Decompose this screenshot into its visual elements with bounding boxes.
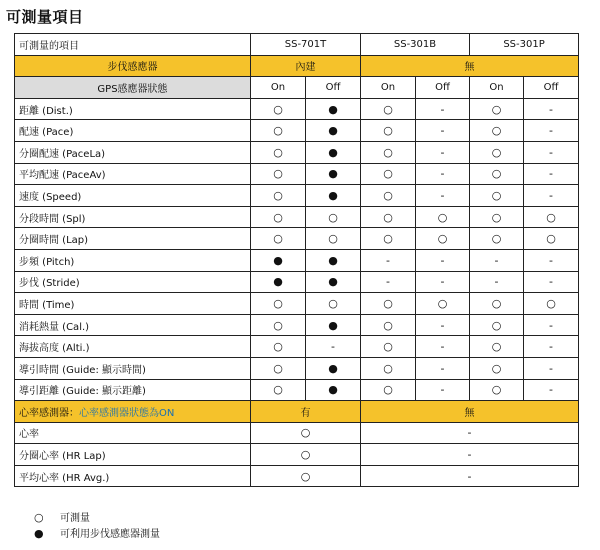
row-cell: - xyxy=(524,336,579,358)
table-row xyxy=(15,249,579,271)
row-cell: ○ xyxy=(470,357,524,379)
row-cell: - xyxy=(306,336,361,358)
row-cell: ○ xyxy=(416,293,470,315)
row-cell: - xyxy=(416,185,470,207)
row-cell: ○ xyxy=(470,228,524,250)
row-cell: - xyxy=(416,120,470,142)
row-cell: ○ xyxy=(470,379,524,401)
table-row xyxy=(15,185,579,207)
hr-row-label: 心率 xyxy=(15,422,251,444)
row-cell: ○ xyxy=(470,206,524,228)
row-cell: ○ xyxy=(306,206,361,228)
row-cell: ○ xyxy=(251,379,306,401)
row-label: 距離 (Dist.) xyxy=(15,98,251,120)
gps-off: Off xyxy=(524,77,579,99)
legend-item xyxy=(34,509,90,524)
row-cell: ○ xyxy=(361,293,416,315)
gps-off: Off xyxy=(416,77,470,99)
hr-sensor-row xyxy=(15,401,579,423)
measurement-table xyxy=(14,33,579,487)
row-label: 海拔高度 (Alti.) xyxy=(15,336,251,358)
row-cell: - xyxy=(416,98,470,120)
row-cell: ○ xyxy=(470,293,524,315)
gps-off: Off xyxy=(306,77,361,99)
stride-sensor-ss701t: 內建 xyxy=(251,55,361,77)
row-cell: ● xyxy=(306,379,361,401)
row-cell: - xyxy=(361,249,416,271)
row-label: 時間 (Time) xyxy=(15,293,251,315)
row-cell: ○ xyxy=(306,228,361,250)
row-cell: ○ xyxy=(251,357,306,379)
row-label: 步伐 (Stride) xyxy=(15,271,251,293)
row-cell: ○ xyxy=(470,98,524,120)
row-label: 分段時間 (Spl) xyxy=(15,206,251,228)
row-label: 分圈配速 (PaceLa) xyxy=(15,141,251,163)
row-cell: - xyxy=(416,357,470,379)
table-row xyxy=(15,314,579,336)
legend-text: 可利用步伐感應器測量 xyxy=(60,529,160,540)
hr-row-ss301: - xyxy=(361,444,579,466)
row-cell: ○ xyxy=(470,141,524,163)
hr-sensor-label xyxy=(15,401,251,423)
row-cell: ● xyxy=(306,249,361,271)
row-cell: ○ xyxy=(251,120,306,142)
row-cell: - xyxy=(416,141,470,163)
row-cell: - xyxy=(524,163,579,185)
hr-row xyxy=(15,422,579,444)
table-row xyxy=(15,228,579,250)
row-cell: ● xyxy=(251,271,306,293)
row-cell: - xyxy=(416,249,470,271)
row-cell: ○ xyxy=(524,293,579,315)
row-cell: - xyxy=(524,98,579,120)
header-ss701t: SS-701T xyxy=(251,34,361,56)
legend-symbol: ○ xyxy=(34,511,44,524)
gps-status-label: GPS感應器狀態 xyxy=(15,77,251,99)
row-cell: ○ xyxy=(470,336,524,358)
table-row xyxy=(15,163,579,185)
hr-sensor-ss301: 無 xyxy=(361,401,579,423)
row-cell: ○ xyxy=(361,185,416,207)
row-cell: ○ xyxy=(361,163,416,185)
row-cell: ● xyxy=(251,249,306,271)
row-cell: - xyxy=(524,141,579,163)
row-label: 速度 (Speed) xyxy=(15,185,251,207)
row-cell: ○ xyxy=(524,228,579,250)
row-cell: ● xyxy=(306,185,361,207)
legend-symbol: ● xyxy=(34,527,44,540)
row-cell: - xyxy=(416,271,470,293)
hr-row xyxy=(15,444,579,466)
hr-sensor-status: 心率感測器狀態為ON xyxy=(79,407,175,419)
header-item: 可測量的項目 xyxy=(15,34,251,56)
row-label: 分圈時間 (Lap) xyxy=(15,228,251,250)
table-row xyxy=(15,141,579,163)
row-cell: ● xyxy=(306,98,361,120)
hr-row xyxy=(15,465,579,487)
row-cell: ○ xyxy=(524,206,579,228)
row-cell: ○ xyxy=(361,120,416,142)
row-cell: - xyxy=(524,314,579,336)
row-label: 導引距離 (Guide: 顯示距離) xyxy=(15,379,251,401)
row-cell: ○ xyxy=(416,228,470,250)
table-row xyxy=(15,336,579,358)
table-row xyxy=(15,357,579,379)
gps-on: On xyxy=(251,77,306,99)
hr-row-ss301: - xyxy=(361,465,579,487)
page-title: 可測量項目 xyxy=(6,8,84,26)
row-cell: ○ xyxy=(470,163,524,185)
gps-on: On xyxy=(361,77,416,99)
row-cell: ○ xyxy=(470,120,524,142)
row-cell: ○ xyxy=(251,98,306,120)
row-cell: ○ xyxy=(361,228,416,250)
row-cell: ○ xyxy=(251,185,306,207)
row-cell: ● xyxy=(306,271,361,293)
row-label: 配速 (Pace) xyxy=(15,120,251,142)
row-cell: - xyxy=(524,271,579,293)
row-cell: ○ xyxy=(470,185,524,207)
row-cell: ○ xyxy=(251,141,306,163)
row-cell: ○ xyxy=(361,357,416,379)
row-cell: - xyxy=(524,120,579,142)
table-row xyxy=(15,293,579,315)
table-row xyxy=(15,379,579,401)
gps-on: On xyxy=(470,77,524,99)
stride-sensor-label: 步伐感應器 xyxy=(15,55,251,77)
gps-status-row xyxy=(15,77,579,99)
row-label: 導引時間 (Guide: 顯示時間) xyxy=(15,357,251,379)
row-cell: ● xyxy=(306,120,361,142)
hr-sensor-prefix: 心率感測器： xyxy=(19,407,79,419)
row-cell: ○ xyxy=(251,314,306,336)
row-cell: - xyxy=(416,379,470,401)
legend-item xyxy=(34,525,160,540)
hr-row-ss701t: ○ xyxy=(251,422,361,444)
table-row xyxy=(15,120,579,142)
hr-row-label: 平均心率 (HR Avg.) xyxy=(15,465,251,487)
row-cell: ○ xyxy=(470,314,524,336)
row-cell: ○ xyxy=(361,379,416,401)
row-cell: ● xyxy=(306,357,361,379)
row-cell: ○ xyxy=(361,336,416,358)
row-cell: ○ xyxy=(251,228,306,250)
row-cell: ○ xyxy=(361,98,416,120)
row-cell: ○ xyxy=(251,163,306,185)
row-cell: - xyxy=(470,249,524,271)
hr-row-ss701t: ○ xyxy=(251,465,361,487)
hr-sensor-ss701t: 有 xyxy=(251,401,361,423)
stride-sensor-ss301: 無 xyxy=(361,55,579,77)
row-cell: ○ xyxy=(361,314,416,336)
header-row xyxy=(15,34,579,56)
stride-sensor-row xyxy=(15,55,579,77)
row-cell: ○ xyxy=(251,206,306,228)
header-ss301b: SS-301B xyxy=(361,34,470,56)
row-label: 步頻 (Pitch) xyxy=(15,249,251,271)
row-cell: ● xyxy=(306,163,361,185)
row-cell: - xyxy=(416,163,470,185)
row-cell: - xyxy=(524,185,579,207)
row-cell: ○ xyxy=(361,206,416,228)
row-cell: - xyxy=(416,336,470,358)
row-cell: - xyxy=(416,314,470,336)
row-cell: - xyxy=(470,271,524,293)
row-cell: ○ xyxy=(416,206,470,228)
table-row xyxy=(15,98,579,120)
row-cell: ○ xyxy=(361,141,416,163)
row-cell: - xyxy=(524,357,579,379)
row-cell: - xyxy=(361,271,416,293)
row-cell: ○ xyxy=(251,293,306,315)
row-cell: ● xyxy=(306,141,361,163)
row-label: 平均配速 (PaceAv) xyxy=(15,163,251,185)
row-cell: ○ xyxy=(251,336,306,358)
row-cell: ● xyxy=(306,314,361,336)
hr-row-ss701t: ○ xyxy=(251,444,361,466)
hr-row-label: 分圈心率 (HR Lap) xyxy=(15,444,251,466)
row-cell: ○ xyxy=(306,293,361,315)
row-cell: - xyxy=(524,379,579,401)
table-row xyxy=(15,206,579,228)
hr-row-ss301: - xyxy=(361,422,579,444)
row-cell: - xyxy=(524,249,579,271)
table-row xyxy=(15,271,579,293)
legend-text: 可測量 xyxy=(60,513,90,524)
row-label: 消耗熱量 (Cal.) xyxy=(15,314,251,336)
header-ss301p: SS-301P xyxy=(470,34,579,56)
